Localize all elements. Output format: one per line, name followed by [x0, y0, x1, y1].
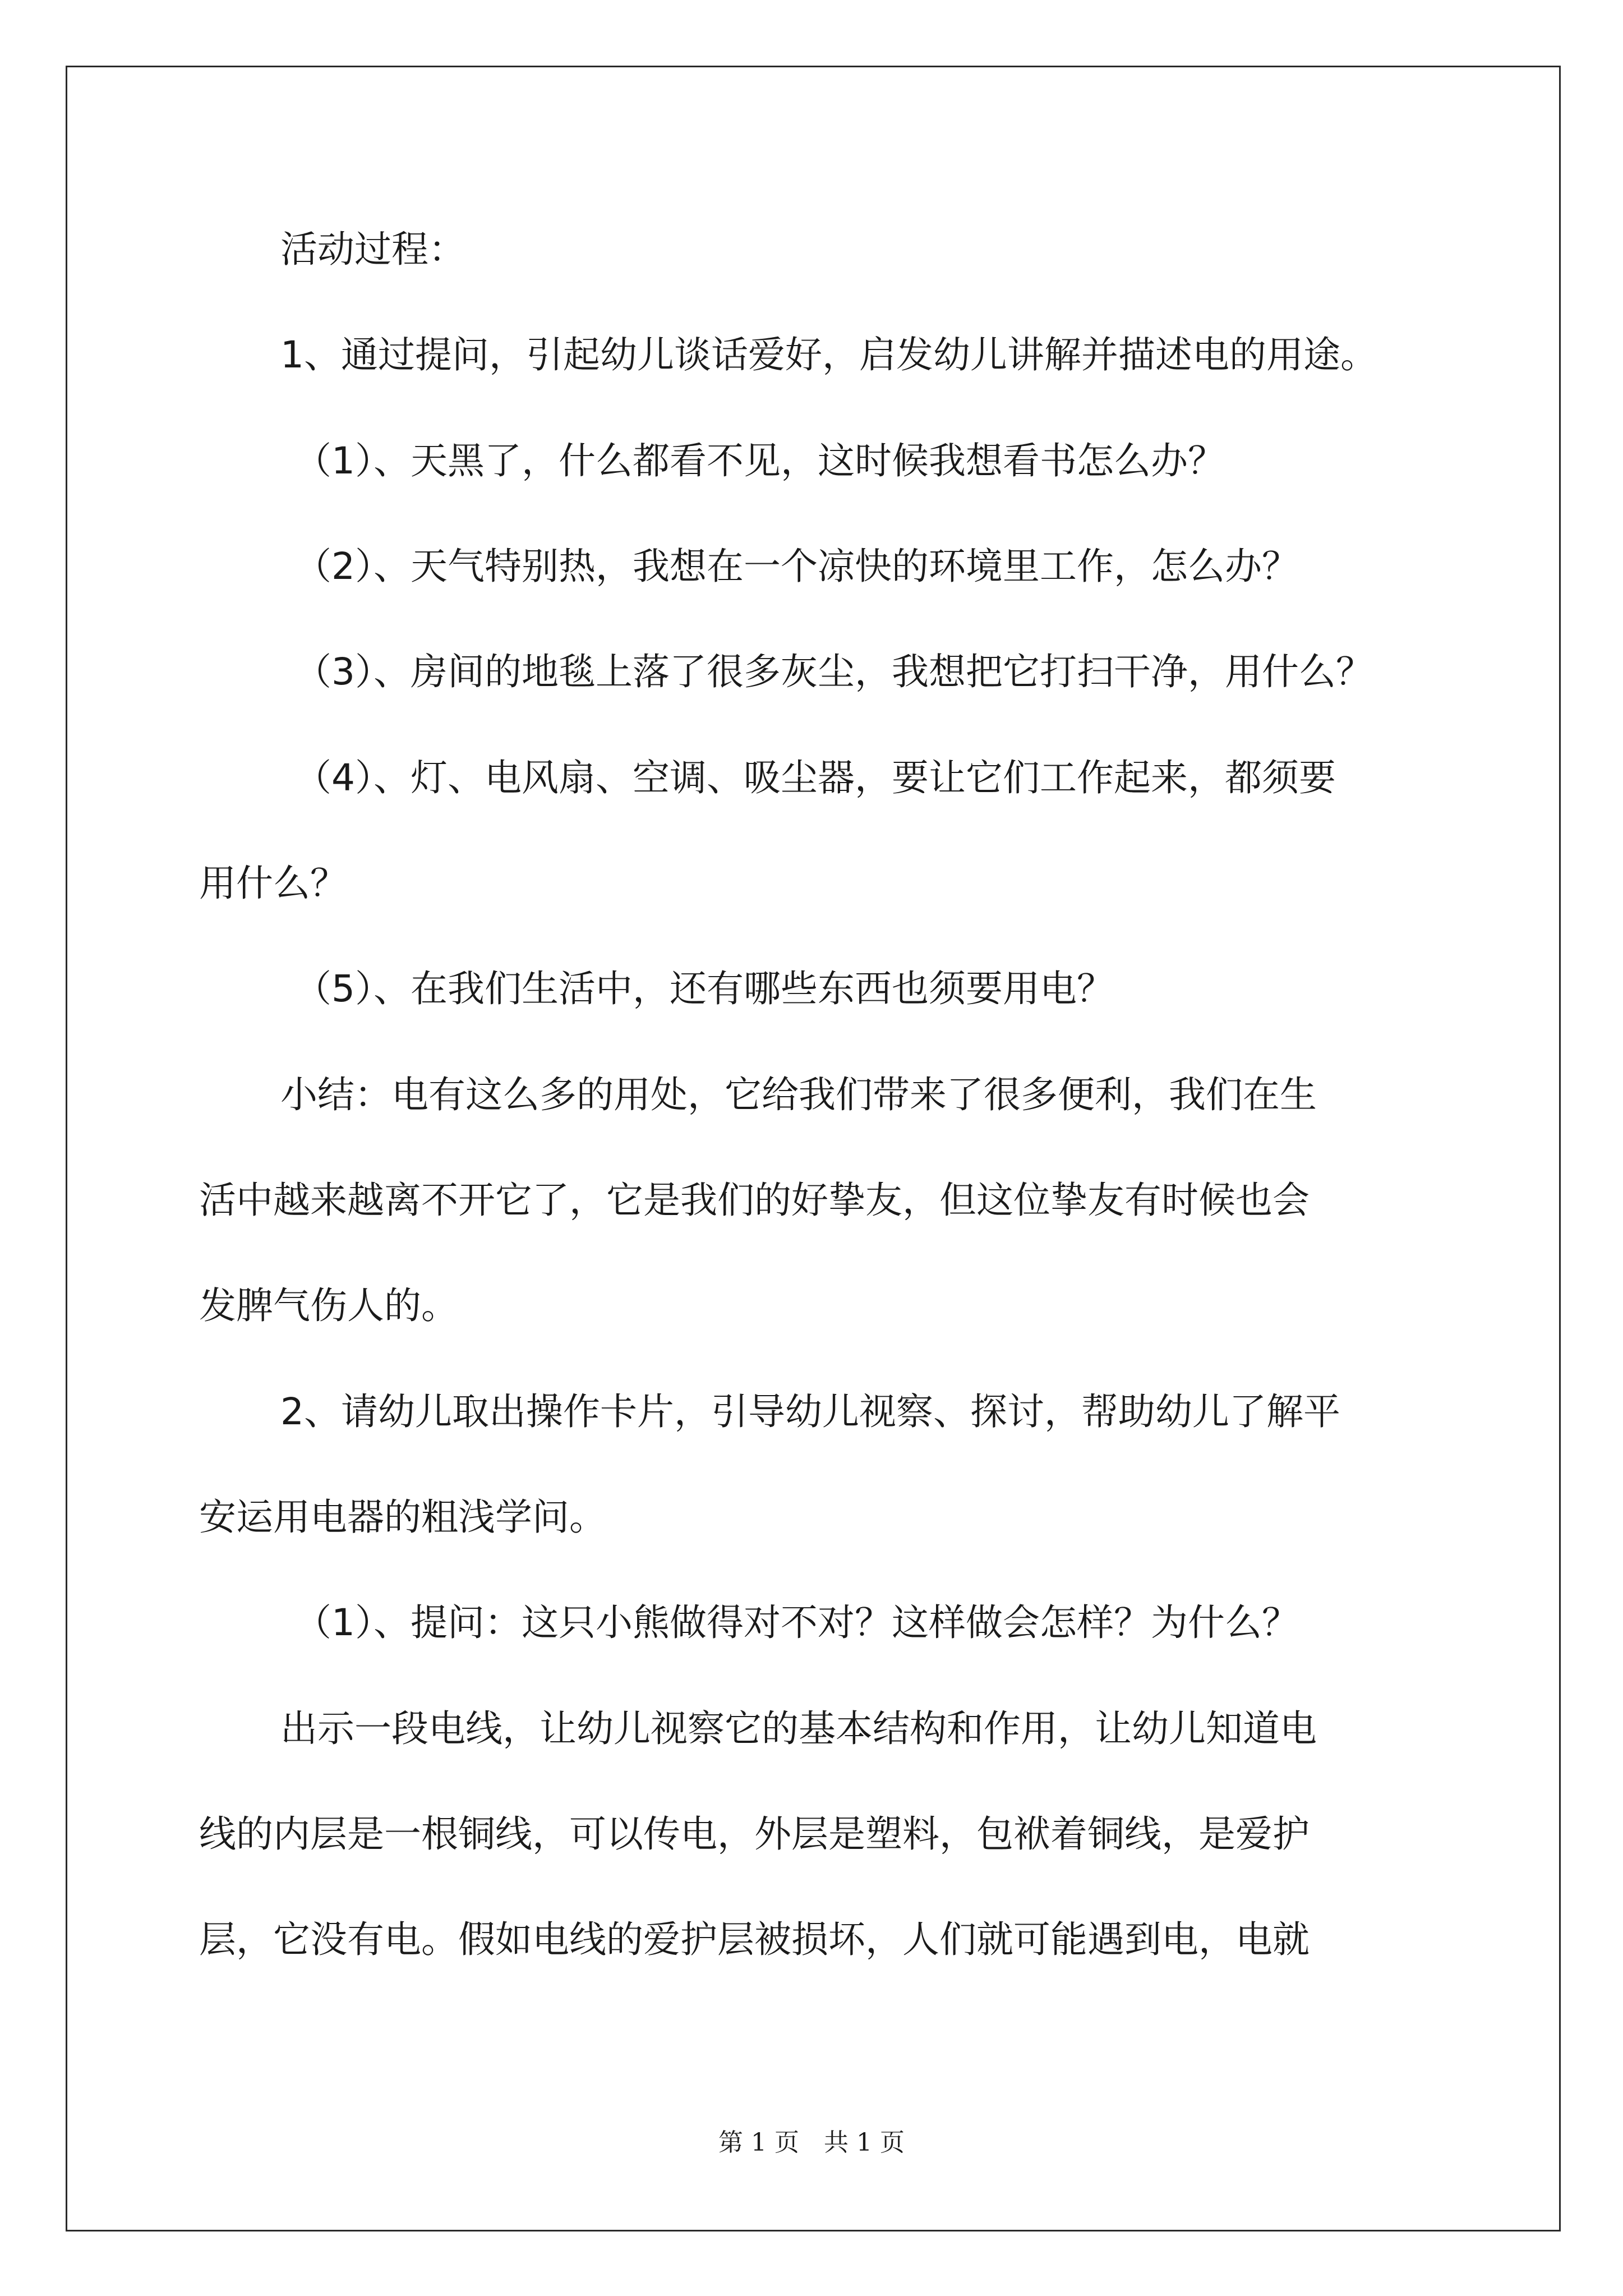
paragraph-line: 层，它没有电。假如电线的爱护层被损坏，人们就可能遇到电，电就	[199, 1918, 1310, 1961]
paragraph-line: （2）、天气特别热，我想在一个凉快的环境里工作，怎么办？	[294, 545, 1299, 588]
paragraph-line: （3）、房间的地毯上落了很多灰尘，我想把它打扫干净，用什么？	[294, 650, 1373, 693]
paragraph-line: （1）、提问：这只小熊做得对不对？这样做会怎样？为什么？	[294, 1601, 1299, 1644]
paragraph-line: 用什么？	[199, 862, 347, 905]
paragraph-line: 线的内层是一根铜线，可以传电，外层是塑料，包袱着铜线，是爱护	[199, 1812, 1310, 1856]
paragraph-line: 活中越来越离不开它了，它是我们的好挚友，但这位挚友有时候也会	[199, 1179, 1310, 1222]
paragraph-line: （5）、在我们生活中，还有哪些东西也须要用电？	[294, 967, 1114, 1010]
page-border	[66, 66, 1561, 2231]
section-heading: 活动过程：	[280, 228, 465, 271]
paragraph-line: 安运用电器的粗浅学问。	[199, 1496, 606, 1539]
paragraph-line: 1、通过提问，引起幼儿谈话爱好，启发幼儿讲解并描述电的用途。	[280, 333, 1377, 376]
paragraph-line: 出示一段电线，让幼儿视察它的基本结构和作用，让幼儿知道电	[280, 1707, 1317, 1750]
paragraph-line: 小结：电有这么多的用处，它给我们带来了很多便利，我们在生	[280, 1073, 1317, 1116]
paragraph-line: 2、请幼儿取出操作卡片，引导幼儿视察、探讨，帮助幼儿了解平	[280, 1390, 1340, 1433]
paragraph-line: 发脾气伤人的。	[199, 1284, 458, 1327]
paragraph-line: （4）、灯、电风扇、空调、吸尘器，要让它们工作起来，都须要	[294, 756, 1336, 799]
paragraph-line: （1）、天黑了，什么都看不见，这时候我想看书怎么办？	[294, 439, 1225, 482]
page-number-footer: 第 1 页 共 1 页	[718, 2128, 905, 2157]
